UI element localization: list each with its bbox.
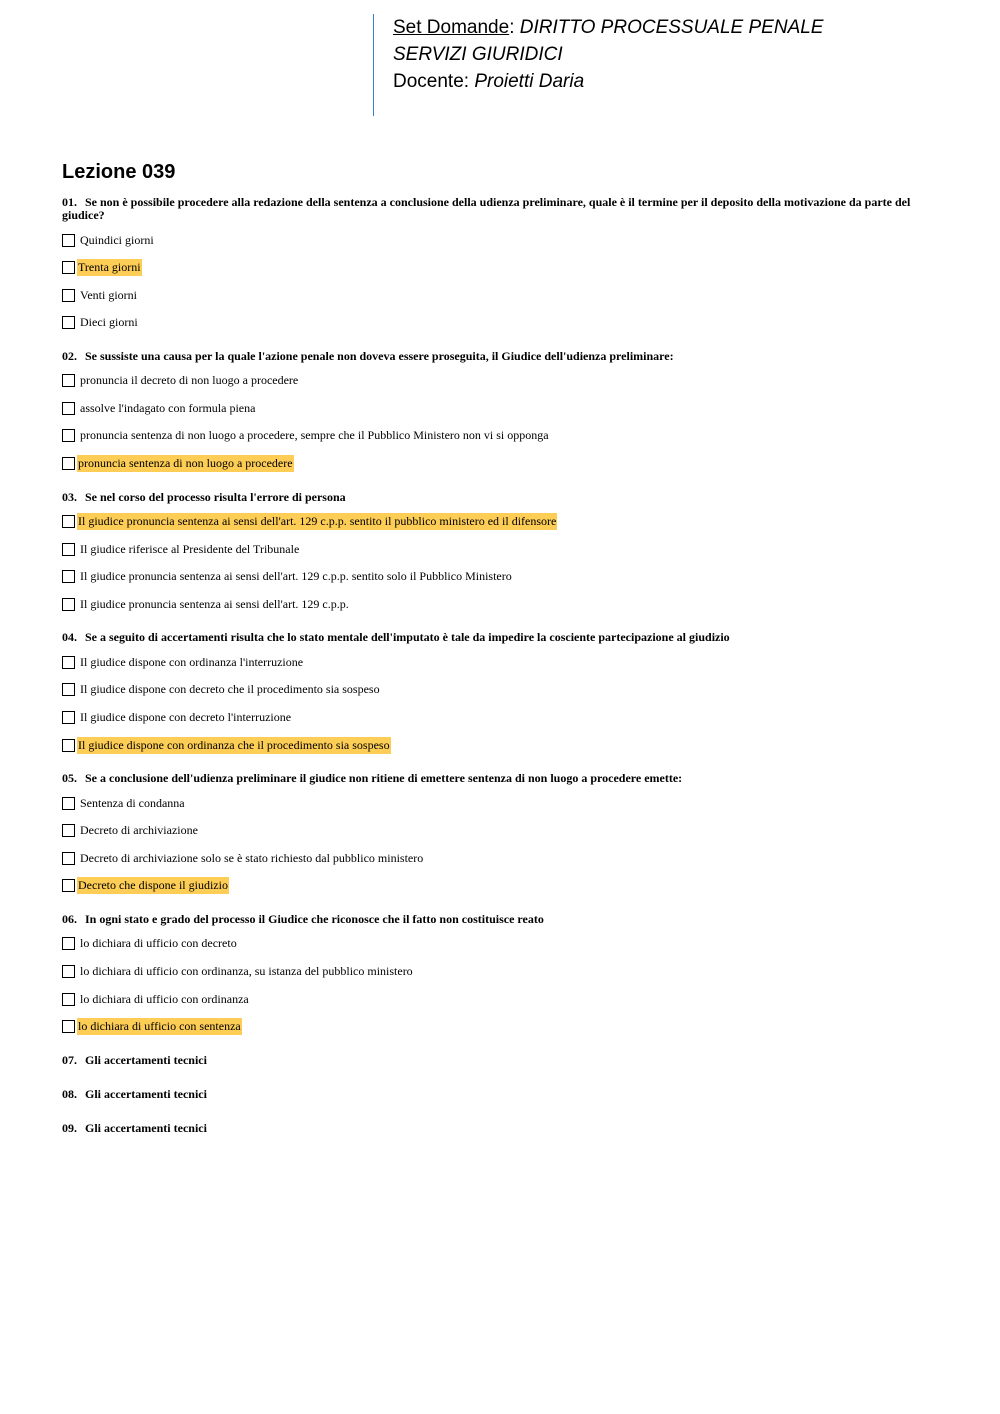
answer-label-highlighted: Trenta giorni xyxy=(78,260,141,275)
answer-checkbox[interactable] xyxy=(62,543,75,556)
answer-label: Il giudice pronuncia sentenza ai sensi dell'art. 129 c.p.p. xyxy=(80,596,349,611)
answer-option[interactable] xyxy=(62,794,937,812)
answer-option[interactable] xyxy=(62,427,937,445)
question-number: 09. xyxy=(62,1120,77,1135)
answer-label: Il giudice riferisce al Presidente del Tribunale xyxy=(80,541,300,556)
question-number: 05. xyxy=(62,771,77,786)
answer-option[interactable] xyxy=(62,877,937,895)
answer-checkbox[interactable] xyxy=(62,598,75,611)
answer-checkbox[interactable] xyxy=(62,739,75,752)
question-block xyxy=(62,913,937,1036)
answer-checkbox[interactable] xyxy=(62,515,75,528)
answer-option[interactable] xyxy=(62,314,937,332)
question-label: Se a seguito di accertamenti risulta che lo stato mentale dell'imputato è tale da impedire la cosciente partecipazione al giudizio xyxy=(85,630,730,645)
question-number: 08. xyxy=(62,1086,77,1101)
top-page-mark xyxy=(490,0,510,3)
answer-label: Quindici giorni xyxy=(80,232,154,247)
answer-label: assolve l'indagato con formula piena xyxy=(80,400,256,415)
answer-label: Decreto di archiviazione xyxy=(80,823,198,838)
answer-label-highlighted: lo dichiara di ufficio con sentenza xyxy=(78,1019,241,1034)
teacher-line xyxy=(393,68,933,95)
answer-option[interactable] xyxy=(62,259,937,277)
set-value-line1: DIRITTO PROCESSUALE PENALE xyxy=(519,17,824,38)
answer-option[interactable] xyxy=(62,935,937,953)
question-text xyxy=(62,350,937,363)
question-label: In ogni stato e grado del processo il Giudice che riconosce che il fatto non costituisce reato xyxy=(85,911,544,926)
answer-option[interactable] xyxy=(62,455,937,473)
answer-option[interactable] xyxy=(62,540,937,558)
question-text xyxy=(62,196,937,222)
answer-checkbox[interactable] xyxy=(62,457,75,470)
answer-checkbox[interactable] xyxy=(62,429,75,442)
question-label: Se nel corso del processo risulta l'errore di persona xyxy=(85,489,346,504)
answer-option[interactable] xyxy=(62,963,937,981)
answer-option[interactable] xyxy=(62,399,937,417)
question-text xyxy=(62,491,937,504)
answer-option[interactable] xyxy=(62,568,937,586)
question-block xyxy=(62,491,937,614)
answer-checkbox[interactable] xyxy=(62,852,75,865)
question-block xyxy=(62,196,937,332)
answer-option[interactable] xyxy=(62,231,937,249)
answer-label: Il giudice pronuncia sentenza ai sensi dell'art. 129 c.p.p. sentito solo il Pubblico Ministero xyxy=(80,569,512,584)
document-header xyxy=(373,14,933,116)
question-label: Gli accertamenti tecnici xyxy=(85,1052,207,1067)
question-block xyxy=(62,1122,937,1135)
answer-label-highlighted: Decreto che dispone il giudizio xyxy=(78,878,228,893)
question-block xyxy=(62,631,937,754)
answer-label-highlighted: pronuncia sentenza di non luogo a procedere xyxy=(78,456,293,471)
answer-option[interactable] xyxy=(62,709,937,727)
set-separator: : xyxy=(509,17,520,38)
question-number: 01. xyxy=(62,195,77,209)
answer-label-highlighted: Il giudice dispone con ordinanza che il procedimento sia sospeso xyxy=(78,737,390,752)
question-list xyxy=(62,196,937,1156)
set-label: Set Domande xyxy=(393,17,510,38)
question-label: Se a conclusione dell'udienza preliminare il giudice non ritiene di emettere sentenza di non luogo a procedere emette: xyxy=(85,771,683,786)
answer-checkbox[interactable] xyxy=(62,711,75,724)
question-number: 02. xyxy=(62,348,77,363)
answer-label: Il giudice dispone con ordinanza l'interruzione xyxy=(80,654,304,669)
answer-option[interactable] xyxy=(62,681,937,699)
answer-checkbox[interactable] xyxy=(62,993,75,1006)
answer-checkbox[interactable] xyxy=(62,797,75,810)
question-number: 03. xyxy=(62,489,77,504)
question-number: 04. xyxy=(62,630,77,645)
answer-label: Dieci giorni xyxy=(80,315,138,330)
answer-checkbox[interactable] xyxy=(62,289,75,302)
question-block xyxy=(62,350,937,473)
question-label: Se sussiste una causa per la quale l'azione penale non doveva essere proseguita, il Giudice dell'udienza preliminare: xyxy=(85,348,674,363)
question-label: Gli accertamenti tecnici xyxy=(85,1086,207,1101)
question-label: Se non è possibile procedere alla redazione della sentenza a conclusione della udienza preliminare, quale è il termine per il deposito della motivazione da parte del giudice? xyxy=(62,195,911,222)
answer-label: Il giudice dispone con decreto l'interruzione xyxy=(80,710,292,725)
answer-checkbox[interactable] xyxy=(62,937,75,950)
answer-option[interactable] xyxy=(62,849,937,867)
question-number: 06. xyxy=(62,911,77,926)
answer-option[interactable] xyxy=(62,286,937,304)
answer-label: lo dichiara di ufficio con decreto xyxy=(80,936,237,951)
answer-option[interactable] xyxy=(62,653,937,671)
answer-label: Decreto di archiviazione solo se è stato richiesto dal pubblico ministero xyxy=(80,850,424,865)
answer-option[interactable] xyxy=(62,513,937,531)
answer-checkbox[interactable] xyxy=(62,683,75,696)
answer-checkbox[interactable] xyxy=(62,316,75,329)
question-text xyxy=(62,1054,937,1067)
question-text xyxy=(62,913,937,926)
question-text xyxy=(62,1122,937,1135)
answer-label: pronuncia sentenza di non luogo a procedere, sempre che il Pubblico Ministero non vi si opponga xyxy=(80,428,549,443)
answer-checkbox[interactable] xyxy=(62,824,75,837)
answer-checkbox[interactable] xyxy=(62,234,75,247)
answer-label: pronuncia il decreto di non luogo a procedere xyxy=(80,373,299,388)
answer-option[interactable] xyxy=(62,990,937,1008)
answer-option[interactable] xyxy=(62,595,937,613)
answer-label: lo dichiara di ufficio con ordinanza, su istanza del pubblico ministero xyxy=(80,964,413,978)
answer-checkbox[interactable] xyxy=(62,570,75,583)
lesson-title: Lezione 039 xyxy=(62,161,176,183)
answer-option[interactable] xyxy=(62,736,937,754)
answer-checkbox[interactable] xyxy=(62,402,75,415)
question-text xyxy=(62,1088,937,1101)
answer-option[interactable] xyxy=(62,1018,937,1036)
question-block xyxy=(62,1054,937,1067)
teacher-label: Docente: xyxy=(393,71,475,92)
answer-label: Venti giorni xyxy=(80,287,137,302)
answer-label: lo dichiara di ufficio con ordinanza xyxy=(80,991,249,1006)
question-text xyxy=(62,631,937,644)
answer-label: Il giudice dispone con decreto che il procedimento sia sospeso xyxy=(80,682,380,697)
question-block xyxy=(62,1088,937,1101)
question-text xyxy=(62,772,937,785)
answer-label: Sentenza di condanna xyxy=(80,795,185,810)
answer-checkbox[interactable] xyxy=(62,374,75,387)
question-block xyxy=(62,772,937,895)
answer-label-highlighted: Il giudice pronuncia sentenza ai sensi dell'art. 129 c.p.p. sentito il pubblico ministero ed il difensore xyxy=(78,514,557,529)
teacher-value: Proietti Daria xyxy=(474,71,585,92)
question-number: 07. xyxy=(62,1052,77,1067)
answer-option[interactable] xyxy=(62,822,937,840)
answer-checkbox[interactable] xyxy=(62,1020,75,1033)
set-value-line2: SERVIZI GIURIDICI xyxy=(393,44,563,65)
answer-checkbox[interactable] xyxy=(62,879,75,892)
answer-checkbox[interactable] xyxy=(62,261,75,274)
answer-checkbox[interactable] xyxy=(62,965,75,978)
set-line xyxy=(393,14,933,41)
question-label: Gli accertamenti tecnici xyxy=(85,1120,207,1135)
answer-checkbox[interactable] xyxy=(62,656,75,669)
answer-option[interactable] xyxy=(62,372,937,390)
